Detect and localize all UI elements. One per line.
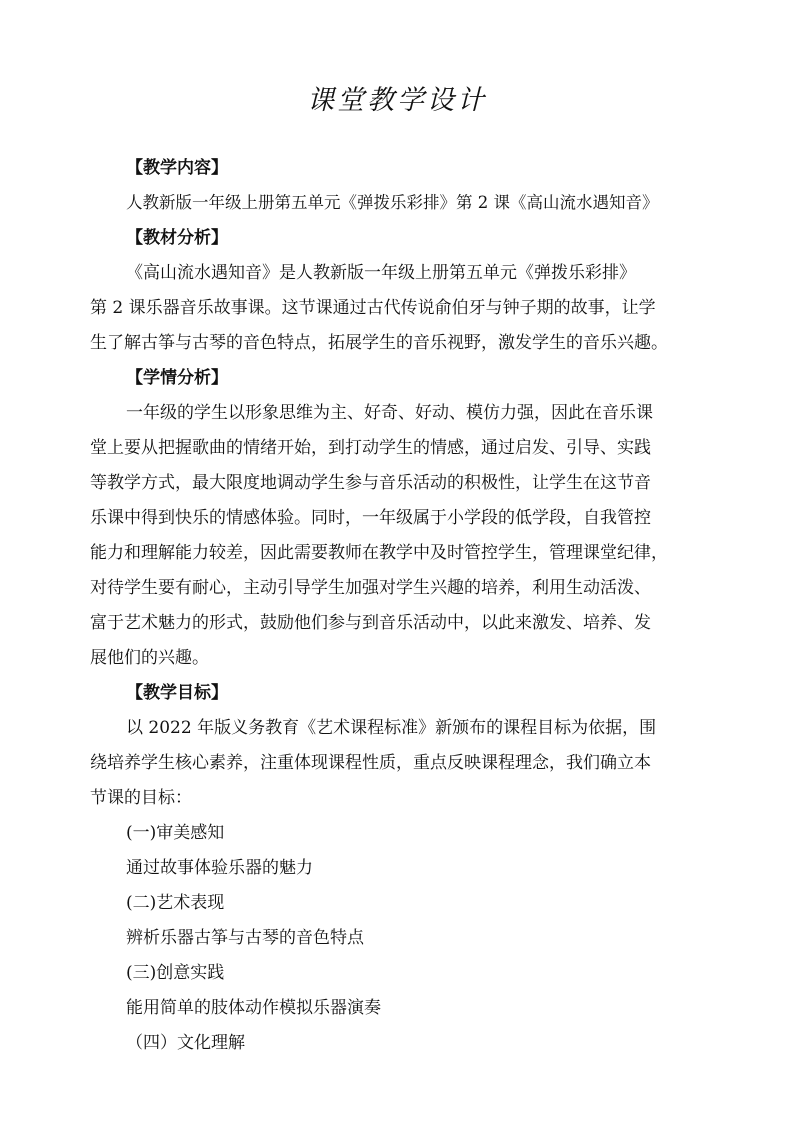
section-heading-students: 【学情分析】 xyxy=(126,368,228,388)
goal-item-label: （四）文化理解 xyxy=(126,1033,245,1053)
students-line: 一年级的学生以形象思维为主、好奇、好动、模仿力强，因此在音乐课 xyxy=(126,403,653,423)
students-line: 乐课中得到快乐的情感体验。同时，一年级属于小学段的低学段，自我管控 xyxy=(90,508,651,528)
students-line: 对待学生要有耐心，主动引导学生加强对学生兴趣的培养，利用生动活泼、 xyxy=(90,578,651,598)
goals-line: 节课的目标： xyxy=(90,788,192,808)
goal-item-label: (三)创意实践 xyxy=(126,963,225,983)
students-line: 堂上要从把握歌曲的情绪开始，到打动学生的情感，通过启发、引导、实践 xyxy=(90,438,651,458)
goal-item-label: (一)审美感知 xyxy=(126,823,225,843)
goals-line: 以 2022 年版义务教育《艺术课程标准》新颁布的课程目标为依据，围 xyxy=(126,718,657,738)
goal-item-text: 通过故事体验乐器的魅力 xyxy=(126,858,313,878)
goals-line: 绕培养学生核心素养，注重体现课程性质，重点反映课程理念，我们确立本 xyxy=(90,753,651,773)
page-title: 课堂教学设计 xyxy=(307,85,487,116)
students-line: 展他们的兴趣。 xyxy=(90,648,209,668)
material-line: 《高山流水遇知音》是人教新版一年级上册第五单元《弹拨乐彩排》 xyxy=(126,263,636,283)
goal-item-label: (二)艺术表现 xyxy=(126,893,225,913)
section-heading-goals: 【教学目标】 xyxy=(126,683,228,703)
section-heading-material: 【教材分析】 xyxy=(126,228,228,248)
students-line: 等教学方式，最大限度地调动学生参与音乐活动的积极性，让学生在这节音 xyxy=(90,473,651,493)
students-line: 富于艺术魅力的形式，鼓励他们参与到音乐活动中，以此来激发、培养、发 xyxy=(90,613,651,633)
material-line: 生了解古筝与古琴的音色特点，拓展学生的音乐视野，激发学生的音乐兴趣。 xyxy=(90,333,668,353)
material-line: 第 2 课乐器音乐故事课。这节课通过古代传说俞伯牙与钟子期的故事，让学 xyxy=(90,298,656,318)
goal-item-text: 能用简单的肢体动作模拟乐器演奏 xyxy=(126,998,381,1018)
students-line: 能力和理解能力较差，因此需要教师在教学中及时管控学生，管理课堂纪律， xyxy=(90,543,668,563)
content-line: 人教新版一年级上册第五单元《弹拨乐彩排》第 2 课《高山流水遇知音》 xyxy=(126,193,659,212)
section-heading-content: 【教学内容】 xyxy=(126,158,228,178)
goal-item-text: 辨析乐器古筝与古琴的音色特点 xyxy=(126,928,364,948)
